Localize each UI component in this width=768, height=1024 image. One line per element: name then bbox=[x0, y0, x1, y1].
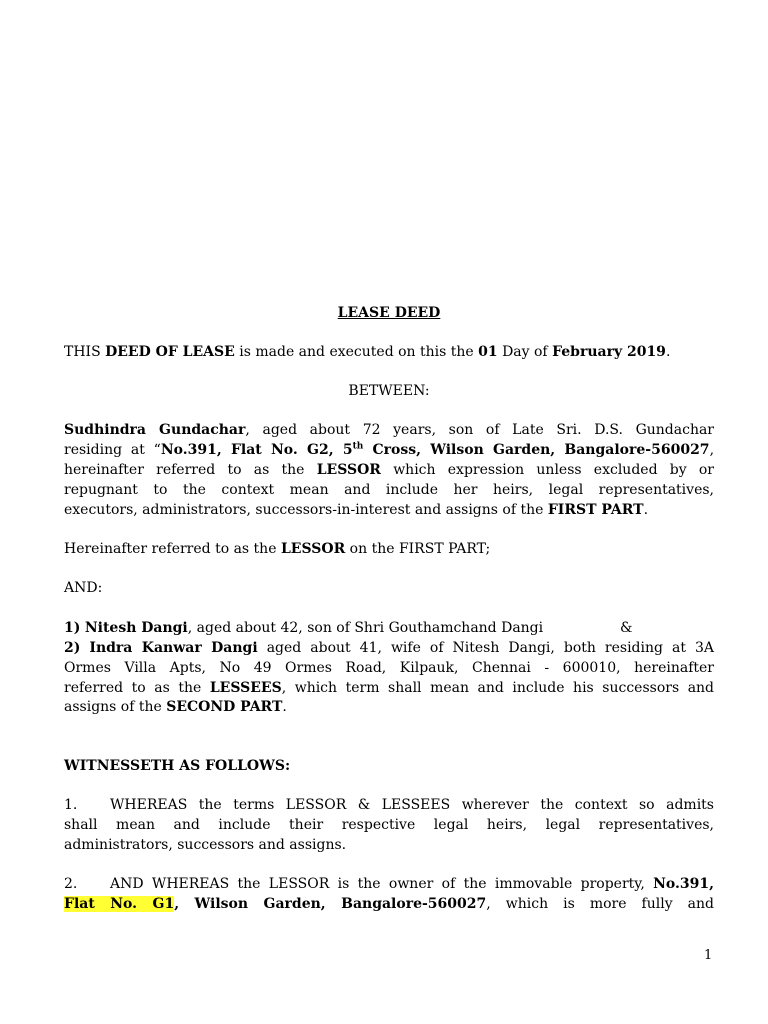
lessee-line-2: 2) Indra Kanwar Dangi aged about 41, wife of Nitesh Dangi, both residing at 3A bbox=[64, 640, 714, 656]
title-text: LEASE DEED bbox=[337, 305, 441, 321]
clause-1-line-1: 1. WHEREAS the terms LESSOR & LESSEES wherever the context so admits bbox=[64, 797, 714, 813]
lessor-address: No.391, Flat No. G2, 5th Cross, Wilson Garden, Bangalore-560027 bbox=[160, 441, 710, 458]
lessor-line-2: residing at “No.391, Flat No. G2, 5th Cross, Wilson Garden, Bangalore-560027, bbox=[64, 441, 715, 458]
lessee-2-name: Indra Kanwar Dangi bbox=[89, 640, 258, 656]
deed-of-lease-text: DEED OF LEASE bbox=[105, 344, 235, 360]
clause-2-line-1: 2. AND WHEREAS the LESSOR is the owner of the immovable property, No.391, bbox=[64, 876, 714, 892]
highlighted-flat-number: Flat No. G1 bbox=[64, 896, 175, 912]
clause-1-line-3: administrators, successors and assigns. bbox=[64, 837, 347, 853]
lessee-line-3: Ormes Villa Apts, No 49 Ormes Road, Kilpauk, Chennai - 600010, hereinafter bbox=[64, 660, 714, 676]
lessor-line-1: Sudhindra Gundachar, aged about 72 years, son of Late Sri. D.S. Gundachar bbox=[64, 422, 714, 438]
between-heading: BETWEEN: bbox=[348, 383, 430, 399]
intro-text: THIS bbox=[64, 344, 106, 360]
clause-1-line-2: shall mean and include their respective legal heirs, legal representatives, bbox=[64, 817, 714, 833]
day-value: 01 bbox=[478, 344, 498, 360]
month-year-value: February 2019 bbox=[552, 344, 666, 360]
lessee-1-name: Nitesh Dangi bbox=[84, 620, 188, 636]
intro-text: . bbox=[665, 344, 671, 360]
intro-text: Day of bbox=[497, 344, 553, 360]
clause-1-number: 1. bbox=[64, 797, 78, 813]
lessor-line-3: hereinafter referred to as the LESSOR which expression unless excluded by or bbox=[64, 462, 714, 478]
lessor-line-4: repugnant to the context mean and include her heirs, legal representatives, bbox=[64, 482, 714, 498]
witnesseth-heading: WITNESSETH AS FOLLOWS: bbox=[64, 758, 291, 774]
intro-line bbox=[64, 342, 714, 362]
lessee-line-1: 1) Nitesh Dangi, aged about 42, son of Shri Gouthamchand Dangi & bbox=[64, 620, 633, 636]
document-title bbox=[64, 303, 714, 323]
page-number: 1 bbox=[704, 948, 713, 963]
lessee-line-5: assigns of the SECOND PART. bbox=[64, 699, 287, 715]
hereinafter-line: Hereinafter referred to as the LESSOR on the FIRST PART; bbox=[64, 541, 491, 557]
lessor-name: Sudhindra Gundachar bbox=[64, 422, 246, 438]
lessor-line-5: executors, administrators, successors-in-interest and assigns of the FIRST PART. bbox=[64, 502, 649, 518]
clause-2-number: 2. bbox=[64, 876, 78, 892]
intro-text: is made and executed on this the bbox=[234, 344, 479, 360]
clause-2-line-2: Flat No. G1, Wilson Garden, Bangalore-560027, which is more fully and bbox=[64, 896, 714, 912]
and-heading: AND: bbox=[64, 580, 103, 596]
lessee-line-4: referred to as the LESSEES, which term shall mean and include his successors and bbox=[64, 680, 715, 696]
